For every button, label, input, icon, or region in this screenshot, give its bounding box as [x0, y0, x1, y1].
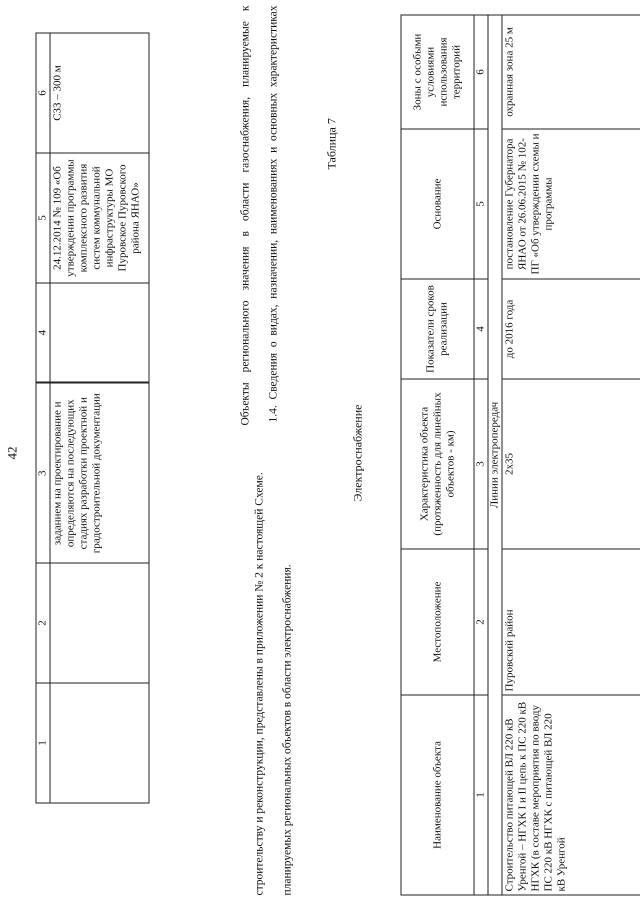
section-subheader: Линии электропередач [488, 15, 502, 895]
column-header: Показатели сроков реализации [401, 279, 474, 379]
col-number: 3 [474, 379, 488, 549]
column-header: Наименование объекта [401, 695, 474, 895]
col-number: 5 [474, 129, 488, 279]
table-row [488, 15, 502, 895]
col-number: 2 [36, 563, 50, 683]
term-cell: до 2016 года [502, 279, 640, 379]
col-number: 5 [36, 153, 50, 283]
column-header: Характеристика объекта (протяженность для линейных объектов - км) [401, 379, 474, 549]
page-number: 42 [4, 446, 19, 459]
table-row [502, 15, 640, 895]
continuation-table [35, 32, 149, 803]
col-number: 4 [474, 279, 488, 379]
col-number: 1 [474, 695, 488, 895]
col-number: 2 [474, 549, 488, 695]
table-row [50, 33, 149, 803]
section-title: Электроснабжение [350, 404, 364, 501]
table-cell: 24.12.2014 № 109 «Об утверждении программы комплексного развития систем коммунальной инфраструктуры МО Пуровское Пуровского района ЯНАО» [50, 153, 149, 283]
basis-cell: постановление Губернатора ЯНАО от 26.06.2015 № 102-ПГ «Об утверждении схемы и программы [502, 129, 640, 279]
column-header: Основание [401, 129, 474, 279]
table-header-row [401, 15, 474, 895]
col-number: 6 [36, 33, 50, 153]
col-number: 6 [474, 15, 488, 129]
col-number: 4 [36, 283, 50, 383]
object-name-cell: Строительство питающей ВЛ 220 кВ Уренгой – НГХК I и II цепь к ПС 220 кВ НГХК (в составе мероприятия по вводу ПС 220 кВ НГХК с питающей ВЛ 220 кВ Уренгой [502, 695, 640, 895]
zone-cell: охранная зона 25 м [502, 15, 640, 129]
col-number: 3 [36, 383, 50, 563]
table-cell: СЗЗ – 300 м [50, 33, 149, 153]
col-number: 1 [36, 683, 50, 803]
table-cell [50, 563, 149, 683]
column-header: Местоположение [401, 549, 474, 695]
characteristic-cell: 2х35 [502, 379, 640, 549]
paragraph: Объекты регионального значения в области газоснабжения, планируемые к строительству и реконструкции, представлены в приложении № 2 к настоящей Схеме. [239, 5, 265, 895]
table-cell: заданием на проектирование и определяются на последующих стадиях разработки проектной и градостроительной документации [50, 383, 149, 563]
table-row [474, 15, 488, 895]
table-cell [50, 283, 149, 383]
table-label: Таблица 7 [324, 117, 338, 169]
location-cell: Пуровский район [502, 549, 640, 695]
column-header: Зоны с особыми условиями использования территорий [401, 15, 474, 129]
paragraph: 1.4. Сведения о видах, назначении, наименованиях и основных характеристиках планируемых региональных объектов в области электроснабжения. [267, 5, 293, 895]
power-supply-table [400, 14, 640, 895]
table-cell [50, 683, 149, 803]
table-row [36, 33, 50, 803]
